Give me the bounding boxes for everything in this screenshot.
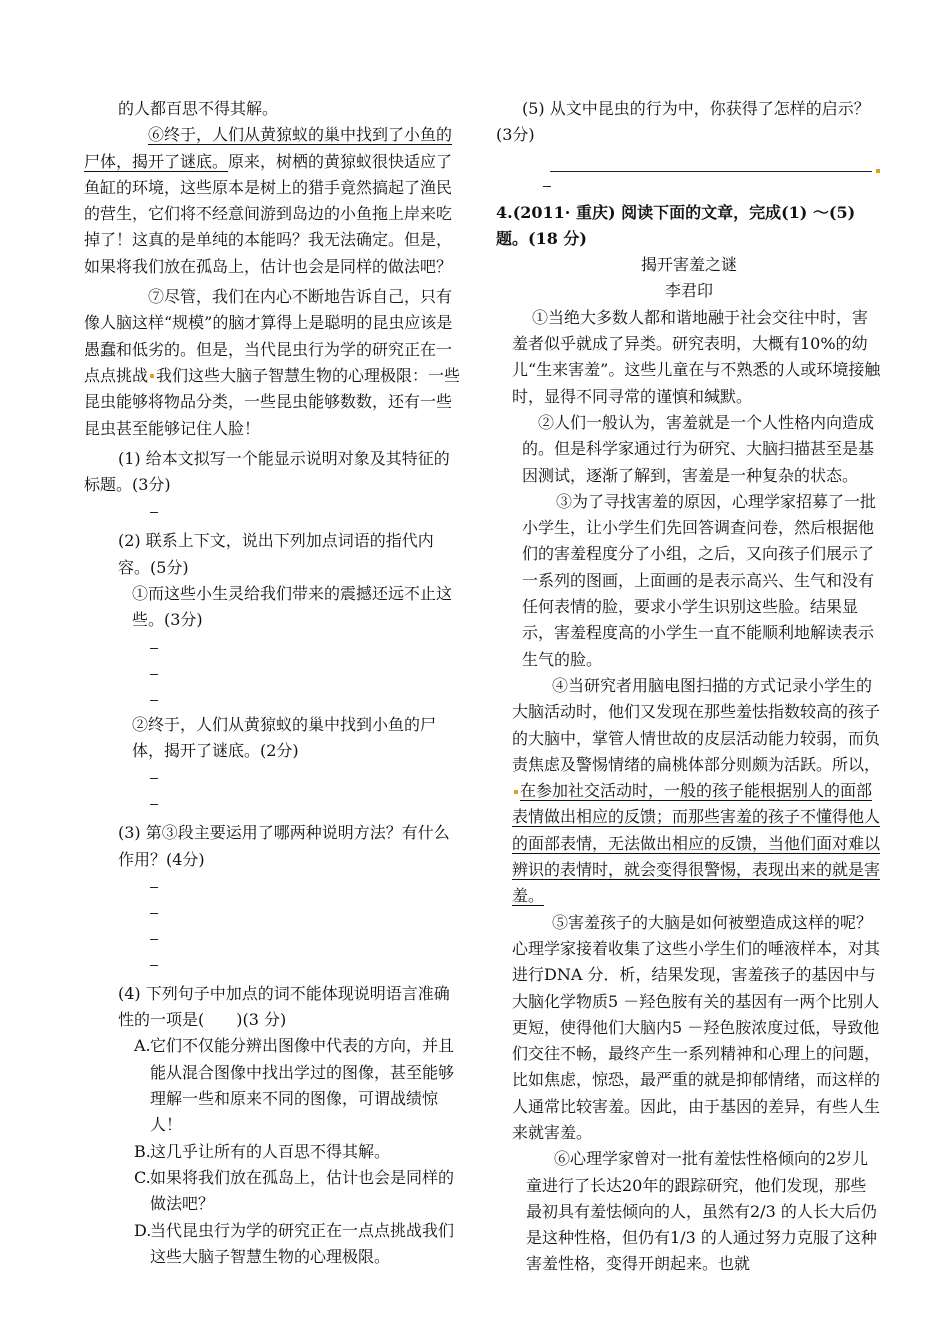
article-author: 李君印 xyxy=(664,281,713,301)
question-3: (3) 第③段主要运用了哪两种说明方法？有什么作用？(4分) xyxy=(118,823,450,869)
paragraph-continuation: 的人都百思不得其解。 xyxy=(118,99,279,118)
option-c[interactable] xyxy=(84,1165,464,1218)
answer-blank-q3b[interactable] xyxy=(84,899,464,925)
option-d-text: 当代昆虫行为学的研究正在一点点挑战我们这些大脑子智慧生物的心理极限。 xyxy=(150,1220,455,1266)
answer-blank-q2-1c[interactable] xyxy=(84,686,464,712)
option-b-text: 这几乎让所有的人百思不得其解。 xyxy=(150,1141,391,1161)
question-1: (1) 给本文拟写一个能显示说明对象及其特征的标题。(3分) xyxy=(84,448,450,495)
answer-line-q5[interactable] xyxy=(550,149,872,172)
paragraph-6 xyxy=(84,122,464,280)
option-c-text: 如果将我们放在孤岛上，估计也会是同样的做法吧？ xyxy=(150,1167,455,1214)
option-a-label: A. xyxy=(134,1036,151,1056)
article-paragraph-2: ②人们一般认为，害羞就是一个人性格内向造成的。但是科学家通过行为研究、大脑扫描甚至是基因测试，逐渐了解到，害羞是一种复杂的状态。 xyxy=(522,412,875,485)
right-column xyxy=(496,96,882,1278)
option-d[interactable] xyxy=(84,1218,464,1271)
article-paragraph-6: ⑥心理学家曾对一批有羞怯性格倾向的2岁儿童进行了长达20年的跟踪研究，他们发现，那些最初具有羞怯倾向的人，虽然有2/3 的人长大后仍是这种性格，但仍有1/3 的人通过努力克服了这种害羞性格，变得开朗起来。也就 xyxy=(526,1149,877,1274)
paragraph-6-rest: 原来，树栖的黄猄蚁很快适应了鱼缸的环境，这些原本是树上的猎手竟然搞起了渔民的营生，它们将不经意间游到岛边的小鱼拖上岸来吃掉了！这真的是单纯的本能吗？我无法确定。但是，如果将我们放在孤岛上，估计也会是同样的做法吧？ xyxy=(84,151,453,276)
marker-dot xyxy=(514,790,518,794)
option-b[interactable] xyxy=(84,1139,464,1165)
option-a[interactable] xyxy=(84,1033,464,1138)
question-4-options xyxy=(84,1033,464,1270)
answer-blank-q2-2b[interactable] xyxy=(84,790,464,816)
article-paragraph-5: ⑤害羞孩子的大脑是如何被塑造成这样的呢？心理学家接着收集了这些小学生们的唾液样本，对其进行DNA 分．析，结果发现，害羞孩子的基因中与大脑化学物质5 －羟色胺有关的基因有一两个比别人更短，使得他们大脑内5 －羟色胺浓度过低，导致他们交往不畅，最终产生一系列精神和心理上的问题，比如焦虑，惊恐，最严重的就是抑郁情绪，而这样的人通常比较害羞。因此，由于基因的差异，有些人生来就害羞。 xyxy=(512,912,881,1142)
answer-blank-q5[interactable] xyxy=(496,172,882,198)
marker-dot xyxy=(150,374,154,378)
answer-blank-q3d[interactable] xyxy=(84,951,464,977)
answer-blank-q3a[interactable] xyxy=(84,873,464,899)
question-2-item-1: ①而这些小生灵给我们带来的震撼还远不止这些。(3分) xyxy=(132,584,453,630)
article-paragraph-3: ③为了寻找害羞的原因，心理学家招募了一批小学生，让小学生们先回答调查问卷，然后根据他们的害羞程度分了小组，之后，又向孩子们展示了一系列的图画，上面画的是表示高兴、生气和没有任何表情的脸，要求小学生识别这些脸。结果显示，害羞程度高的小学生一直不能顺利地解读表示生气的脸。 xyxy=(522,491,877,669)
question-4: (4) 下列句子中加点的词不能体现说明语言准确性的一项是( )(3 分) xyxy=(118,983,450,1030)
underlined-passage: 在参加社交活动时，一般的孩子能根据别人的面部表情做出相应的反馈；而那些害羞的孩子不懂得他人的面部表情，无法做出相应的反馈，当他们面对难以辨识的表情时，就会变得很警惕，表现出来的就是害羞。 xyxy=(512,781,881,906)
question-5: (5) 从文中昆虫的行为中，你获得了怎样的启示？(3分) xyxy=(496,99,870,145)
option-a-text: 它们不仅能分辨出图像中代表的方向，并且能从混合图像中找出学过的图像，甚至能够理解一些和原来不同的图像，可谓战绩惊人！ xyxy=(150,1036,455,1135)
article-paragraph-4 xyxy=(496,673,882,910)
answer-blank-q2-1a[interactable] xyxy=(84,634,464,660)
underlined-sentence: ⑥终于，人们从黄猄蚁的巢中找到了小鱼的尸体，揭开了谜底。 xyxy=(84,125,453,171)
article-title: 揭开害羞之谜 xyxy=(640,255,737,275)
answer-blank-q2-1b[interactable] xyxy=(84,660,464,686)
paragraph-7-part1: ⑦尽管，我们在内心不断地告诉自己，只有像人脑这样“规模”的脑才算得上是聪明的昆虫应该是愚蠢和低劣的。但是，当代昆虫行为学的研究正在一点点挑战 xyxy=(84,287,453,385)
answer-blank-q2-2a[interactable] xyxy=(84,764,464,790)
question-2-item-2: ②终于，人们从黄猄蚁的巢中找到小鱼的尸体，揭开了谜底。(2分) xyxy=(132,714,437,760)
left-column xyxy=(84,96,464,1270)
answer-blank-q3c[interactable] xyxy=(84,925,464,951)
question-4-header: 4.(2011· 重庆) 阅读下面的文章，完成(1) ～(5)题。(18 分) xyxy=(496,202,856,248)
answer-blank-q1[interactable] xyxy=(84,498,464,524)
option-b-label: B. xyxy=(134,1141,151,1161)
question-2: (2) 联系上下文，说出下列加点词语的指代内容。(5分) xyxy=(118,531,434,577)
paragraph-7 xyxy=(84,284,464,442)
article-paragraph-4-part1: ④当研究者用脑电图扫描的方式记录小学生的大脑活动时，他们又发现在那些羞怯指数较高的孩子的大脑中，掌管人情世故的皮层活动能力较弱，而负责焦虑及警惕情绪的扁桃体部分则颇为活跃。所以， xyxy=(512,675,881,774)
paragraph-7-part2: 我们这些大脑子智慧生物的心理极限：一些昆虫能够将物品分类，一些昆虫能够数数，还有一些昆虫甚至能够记住人脸！ xyxy=(84,365,461,438)
option-c-label: C. xyxy=(134,1167,151,1187)
option-d-label: D. xyxy=(134,1220,152,1240)
article-paragraph-1: ①当绝大多数人都和谐地融于社会交往中时，害羞者似乎就成了异类。研究表明，大概有10%的幼儿“生来害羞”。这些儿童在与不熟悉的人或环境接触时，显得不同寻常的谨慎和缄默。 xyxy=(512,307,881,406)
